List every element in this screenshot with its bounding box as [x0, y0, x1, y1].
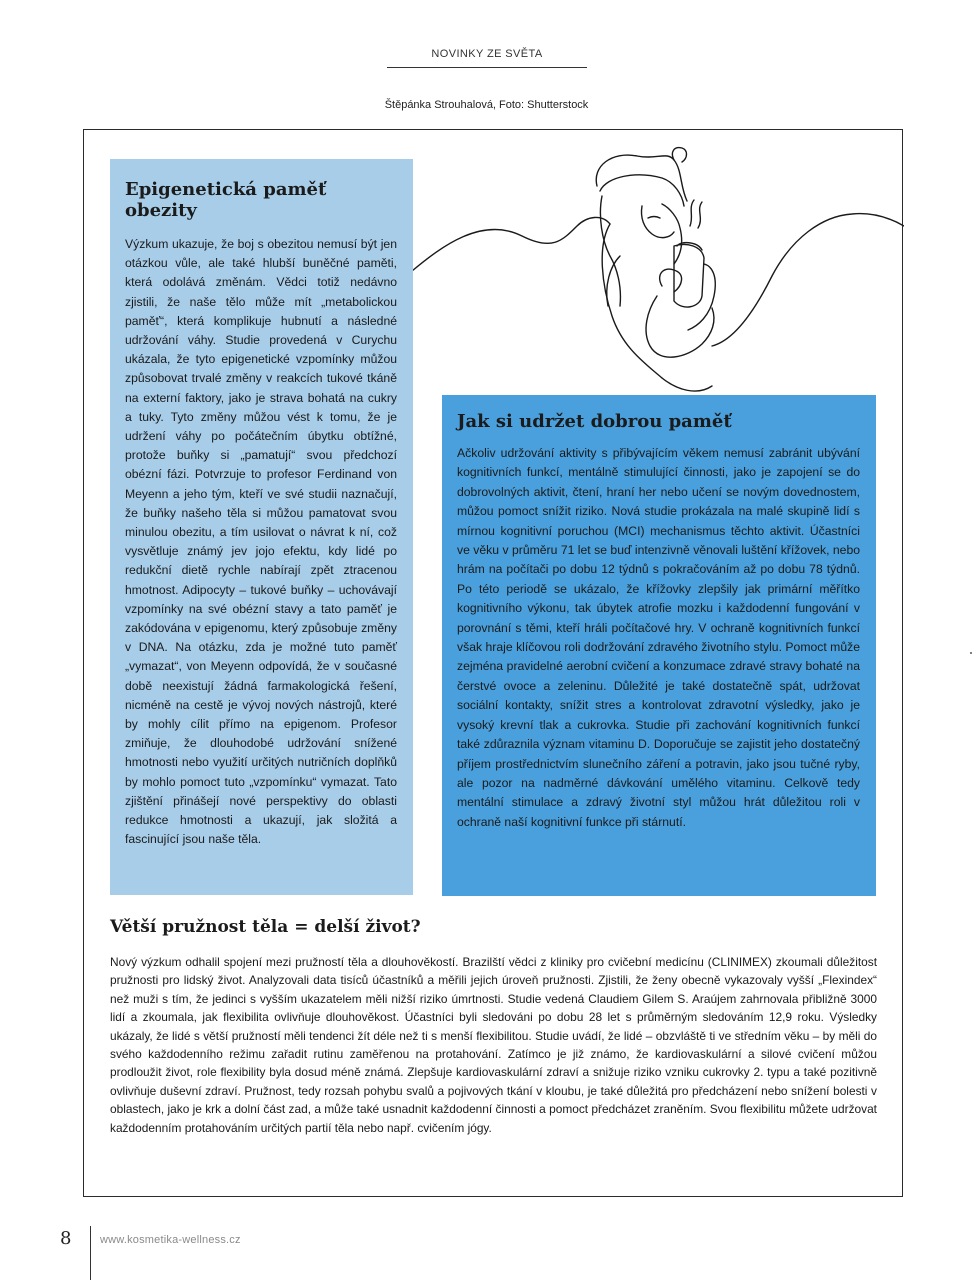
- footer-divider: [90, 1226, 91, 1280]
- page-number: 8: [60, 1228, 72, 1249]
- stray-mark: [970, 652, 972, 654]
- footer-url: www.kosmetika-wellness.cz: [100, 1234, 241, 1246]
- section-rule: [387, 67, 587, 68]
- section-label: NOVINKY ZE SVĚTA: [431, 48, 543, 60]
- woman-line-illustration: [412, 146, 904, 406]
- flexibility-body: Nový výzkum odhalil spojení mezi pružností těla a dlouhověkostí. Brazilští vědci z kliniky pro cvičební medicínu (CLINIMEX) zkoumali důležitost pružnosti pro lidský život. Analyzovali data tisíců účastníků a měřili jejich úroveň pružnosti. Zjistili, že ženy obecně vykazovaly vyšší „Flexindex“ než muži s tím, že jedinci s vyšším ukazatelem měli nižší riziko úmrtnosti. Studie vedená Claudiem Gilem S. Araújem zahrnovala přibližně 3000 lidí a zkoumala, jak flexibilita ovlivňuje dlouhověkost. Účastníci byli sledováni po dobu 28 let s průměrným sledováním 12,9 roku. Výsledky ukázaly, že lidé s větší pružností měli tendenci žít déle než ti s menší flexibilitou. Studie uvádí, že lidé – obzvláště ti ve středním věku – by měli do svého každodenního režimu zařadit rutinu zaměřenou na protahování. Zatímco je již známo, že kardiovaskulární a silové cvičení můžou prodloužit život, role flexibility byla dosud méně známá. Zlepšuje kardiovaskulární zdraví a snižuje riziko vzniku cukrovky 2. typu a také pozitivně ovlivňuje duševní zdraví. Pružnost, tedy rozsah pohybu svalů a pojivových tkání v kloubu, je také důležitá pro předcházení nebo snížení bolesti v oblastech, jako je krk a dolní část zad, a může také usnadnit každodenní činnosti a pomoct předcházet zraněním. Svou flexibilitu můžete udržovat každodenním protahováním určitých partií těla nebo např. cvičením jógy.: [110, 955, 877, 1135]
- right-box-title: Jak si udržet dobrou paměť: [457, 411, 732, 432]
- right-box-body: Ačkoliv udržování aktivity s přibývajícím věkem nemusí zabránit ubývání kognitivních funkcí, mentálně stimulující činnosti, jako je zapojení se do dobrovolných aktivit, čtení, hraní her nebo učení se novým dovednostem, můžou pomoct snížit riziko. Nová studie prokázala na malé skupině lidí s mírnou kognitivní poruchou (MCI) mechanismus těchto aktivit. Účastníci ve věku v průměru 71 let se buď intenzivně věnovali luštění křížovek, nebo hrám na počítači po dobu 12 týdnů s pokračováním až po dobu 78 týdnů. Po této periodě se ukázalo, že křížovky zlepšily jak primární měřítko kognitivního výkonu, tak úbytek atrofie mozku i každodenní fungování v porovnání s těmi, kteří hráli počítačové hry. V ochraně kognitivních funkcí však hraje klíčovou roli dodržování zdravého životního stylu. Pomoct může zejména pravidelné aerobní cvičení a konzumace zdravé stravy bohaté na čerstvé ovoce a zeleninu. Důležité je také dostatečně spát, udržovat sociální kontakty, snížit stres a kontrolovat zdravotní výsledky, jako je vysoký krevní tlak a cukrovka. Studie při zachování kognitivních funkcí také zdůraznila význam vitaminu D. Doporučuje se zajistit jeho dostatečný příjem prostřednictvím slunečního záření a potravin, jako jsou tučné ryby, ale pozor na nadměrné dávkování umělého vitaminu. Celkově tedy mentální stimulace a zdravý životní styl můžou hrát důležitou roli v ochraně naší kognitivní funkce při stárnutí.: [457, 446, 860, 829]
- flexibility-title: Větší pružnost těla = delší život?: [110, 917, 421, 937]
- byline: Štěpánka Strouhalová, Foto: Shutterstock: [384, 99, 589, 111]
- good-memory-box: [442, 395, 876, 896]
- epigenetic-memory-box: [110, 159, 413, 895]
- left-box-title: Epigenetická paměť obezity: [125, 179, 327, 221]
- left-box-body: Výzkum ukazuje, že boj s obezitou nemusí být jen otázkou vůle, ale také hlubší buněčné paměti, která odolává změnám. Vědci totiž nedávno zjistili, že naše tělo může mít „metabolickou paměť“, která komplikuje hubnutí a následné udržování váhy. Studie provedená v Curychu ukázala, že tyto epigenetické vzpomínky můžou způsobovat trvalé změny v reakcích tukové tkáně na externí faktory, jako je strava bohatá na cukry a tuky. Tyto změny můžou vést k tomu, že je udržení váhy po počátečním úbytku obtížné, protože buňky si „pamatují“ svou předchozí obézní fázi. Potvrzuje to profesor Ferdinand von Meyenn a jeho tým, kteří ve své studii naznačují, že buňky našeho těla si můžou pamatovat svou minulou obezitu, a tím usilovat o návrat k ní, což vysvětluje známý jev jojo efektu, kdy lidé po redukční dietě rychle nabírají zpět ztracenou hmotnost. Adipocyty – tukové buňky – uchovávají vzpomínky na své obézní stavy a tato paměť je zakódována v epigenomu, který způsobuje změny v DNA. Na otázku, zda je možné tuto paměť „vymazat“, von Meyenn odpovídá, že v současné době neexistují žádná farmakologická řešení, nicméně na cestě je vývoj nových nástrojů, které by mohly cílit přímo na epigenom. Profesor zmiňuje, že dlouhodobé udržování snížené hmotnosti nebo využití určitých nutričních doplňků by mohlo pomoct tuto „vzpomínku“ vymazat. Tato zjištění přinášejí nové perspektivy do oblasti redukce hmotnosti a ukazují, jak složitá a fascinující jsou naše těla.: [125, 237, 397, 847]
